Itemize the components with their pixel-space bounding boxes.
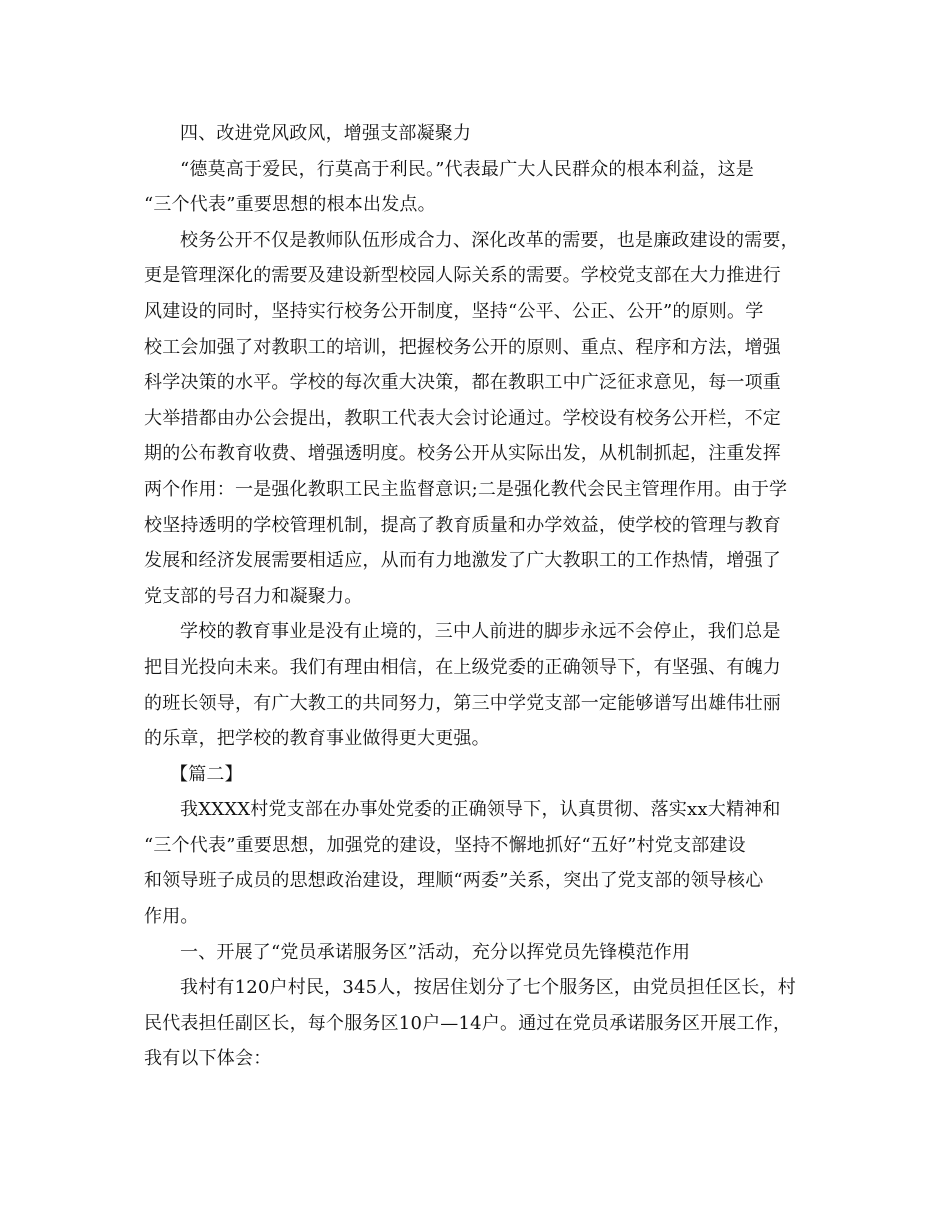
paragraph-line: 把目光投向未来。我们有理由相信，在上级党委的正确领导下，有坚强、有魄力 [144, 656, 781, 678]
paragraph-line: 我有以下体会： [144, 1048, 272, 1070]
paragraph-line: 学校的教育事业是没有止境的，三中人前进的脚步永远不会停止，我们总是 [180, 621, 781, 643]
paragraph-line: 的乐章，把学校的教育事业做得更大更强。 [144, 728, 490, 750]
paragraph-line: 和领导班子成员的思想政治建设，理顺“两委”关系，突出了党支部的领导核心 [144, 870, 764, 892]
paragraph-line: “三个代表”重要思想的根本出发点。 [144, 194, 436, 216]
paragraph-line: “三个代表”重要思想，加强党的建设，坚持不懈地抓好“五好”村党支部建设 [144, 834, 746, 856]
section-heading: 一、开展了“党员承诺服务区”活动，充分以挥党员先锋模范作用 [180, 941, 691, 963]
paragraph-line: 校坚持透明的学校管理机制，提高了教育质量和办学效益，使学校的管理与教育 [144, 514, 781, 536]
paragraph-line: 作用。 [144, 906, 199, 928]
paragraph-line: 更是管理深化的需要及建设新型校园人际关系的需要。学校党支部在大力推进行 [144, 265, 781, 287]
paragraph-line: 科学决策的水平。学校的每次重大决策，都在教职工中广泛征求意见，每一项重 [144, 372, 781, 394]
paragraph-line: 期的公布教育收费、增强透明度。校务公开从实际出发，从机制抓起，注重发挥 [144, 443, 781, 465]
paragraph-line: 党支部的号召力和凝聚力。 [144, 585, 363, 607]
paragraph-line: “德莫高于爱民，行莫高于利民。”代表最广大人民群众的根本利益，这是 [180, 158, 755, 180]
paragraph-line: 校务公开不仅是教师队伍形成合力、深化改革的需要，也是廉政建设的需要， [180, 229, 799, 251]
paragraph-line: 发展和经济发展需要相适应，从而有力地激发了广大教职工的工作热情，增强了 [144, 550, 781, 572]
paragraph-line: 我村有120户村民，345人，按居住划分了七个服务区，由党员担任区长，村 [180, 977, 796, 999]
section-heading: 四、改进党风政风，增强支部凝聚力 [180, 123, 472, 144]
paragraph-line: 民代表担任副区长，每个服务区10户—14户。通过在党员承诺服务区开展工作， [144, 1012, 792, 1034]
paragraph-line: 我XXXX村党支部在办事处党委的正确领导下，认真贯彻、落实xx大精神和 [180, 799, 781, 821]
paragraph-line: 的班长领导，有广大教工的共同努力，第三中学党支部一定能够谱写出雄伟壮丽 [144, 692, 781, 714]
paragraph-line: 风建设的同时，坚持实行校务公开制度，坚持“公平、公正、公开”的原则。学 [144, 300, 764, 322]
document-body [144, 116, 816, 1077]
paragraph-line: 两个作用：一是强化教职工民主监督意识;二是强化教代会民主管理作用。由于学 [144, 478, 788, 500]
section-heading: 【篇二】 [170, 763, 243, 785]
paragraph-line: 大举措都由办公会提出，教职工代表大会讨论通过。学校设有校务公开栏，不定 [144, 407, 781, 429]
paragraph-line: 校工会加强了对教职工的培训，把握校务公开的原则、重点、程序和方法，增强 [144, 336, 781, 358]
